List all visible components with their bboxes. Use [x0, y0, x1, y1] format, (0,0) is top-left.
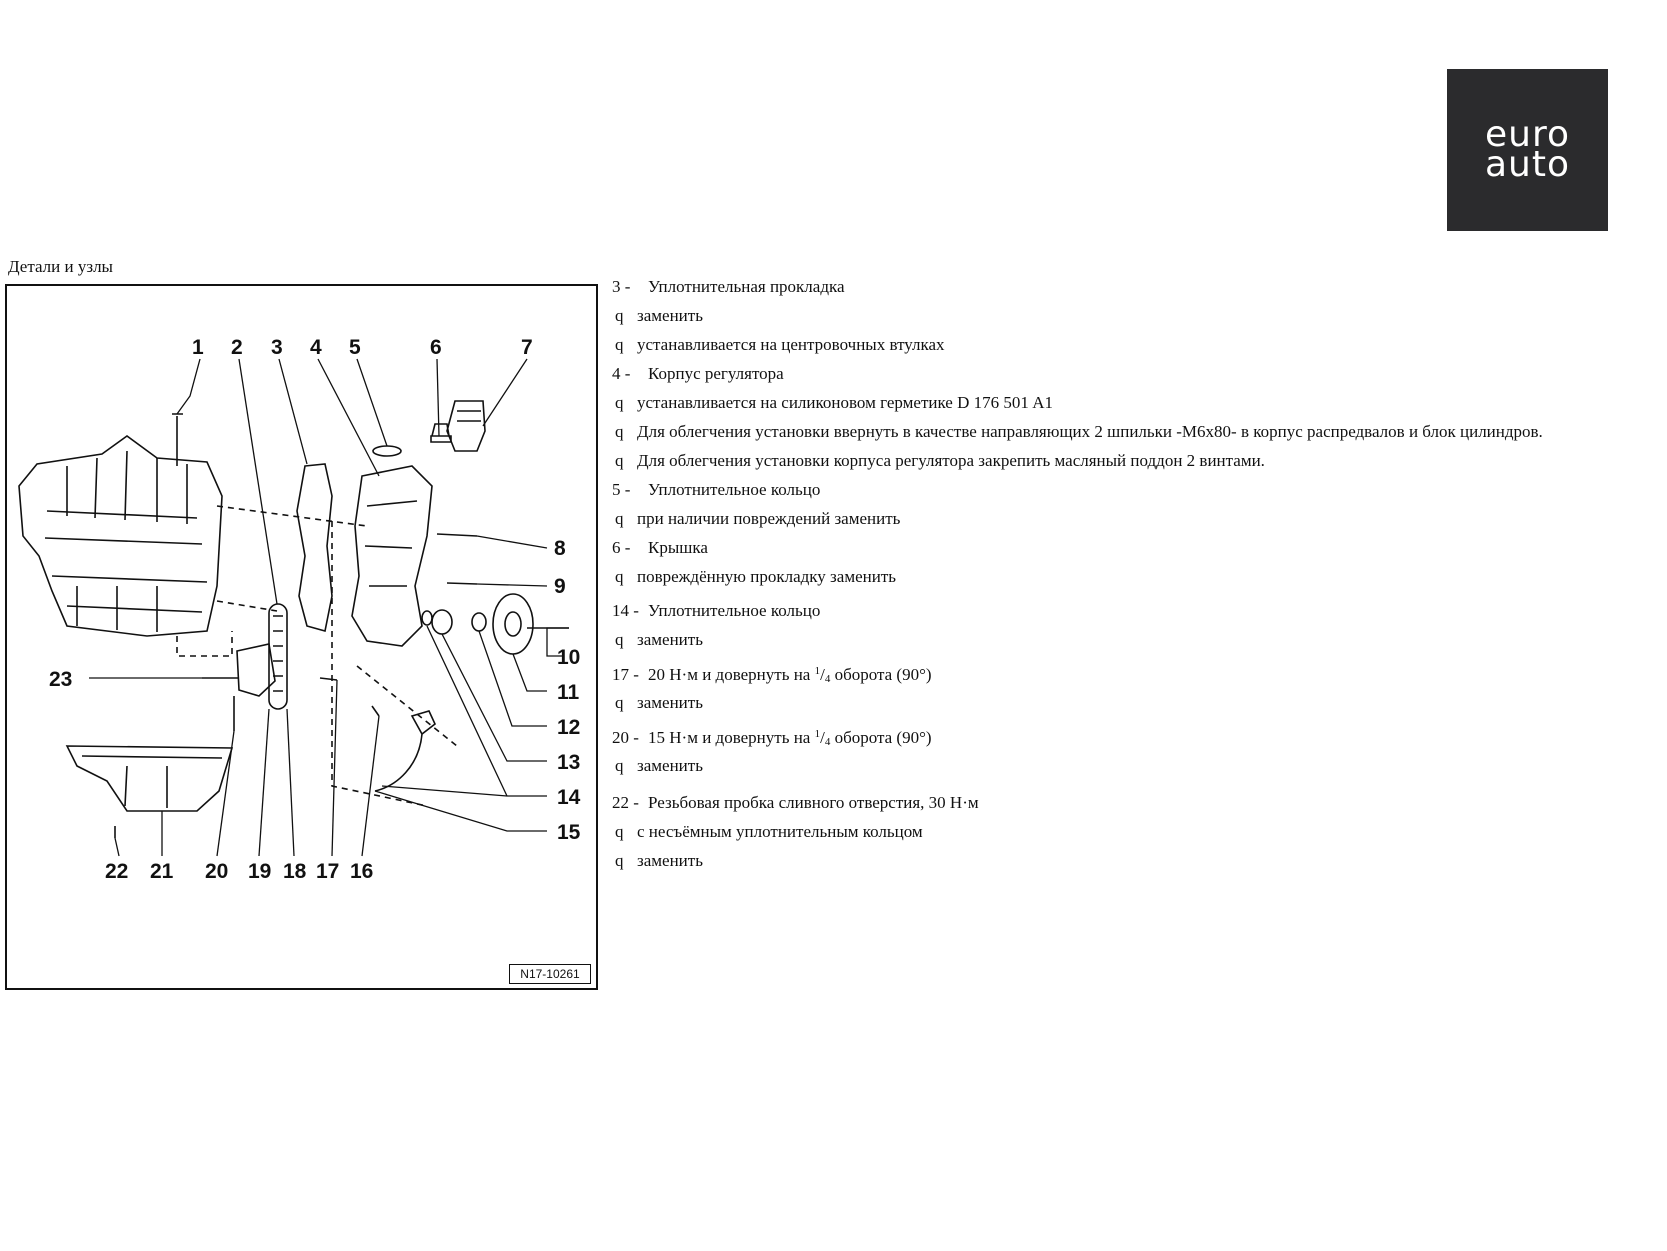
filter-housing-7 [447, 401, 485, 451]
figure-reference: N17-10261 [509, 964, 591, 984]
bullet-text: заменить [637, 630, 703, 649]
regulator-housing [352, 466, 432, 646]
item-number: 22 - [612, 793, 639, 812]
bullet-marker: q [615, 306, 624, 325]
item-number: 4 - [612, 364, 631, 383]
bullet-marker: q [615, 756, 624, 775]
housing-ribs [365, 501, 417, 586]
item-number: 3 - [612, 277, 631, 296]
bullet-marker: q [615, 567, 624, 586]
item-17-heading: 17 - 20 Н·м и довернуть на $^1/_4$ оборота (90°) [612, 654, 1662, 688]
callout-7: 7 [521, 336, 533, 359]
item-title: Крышка [648, 538, 708, 557]
item-22-bullet-2 [612, 846, 1662, 875]
oil-pickup-15 [375, 711, 435, 791]
bullet-text: устанавливается на силиконовом герметике D 176 501 A1 [637, 393, 1053, 412]
pin-16 [372, 706, 379, 716]
logo-line-2: auto [1484, 144, 1571, 185]
callout-10: 10 [557, 646, 581, 669]
bolt-1 [172, 414, 183, 466]
item-number: 5 - [612, 480, 631, 499]
callout-13: 13 [557, 751, 581, 774]
item-title-a: 15 Н·м и довернуть на [648, 728, 811, 747]
fraction-numerator: 1 [814, 728, 821, 740]
item-3-bullet-1 [612, 301, 1662, 330]
bolts-8-9 [437, 534, 477, 584]
bullet-marker: q [615, 822, 624, 841]
logo-line-1: euro [1485, 114, 1570, 155]
item-title: Уплотнительное кольцо [648, 601, 821, 620]
pulley-hub [505, 612, 521, 636]
item-number: 20 - [612, 728, 639, 747]
callout-4: 4 [310, 336, 322, 359]
item-6-heading [612, 533, 1662, 562]
fraction-denominator: 4 [824, 673, 831, 685]
bullet-text: повреждённую прокладку заменить [637, 567, 897, 586]
bullet-marker: q [615, 393, 624, 412]
item-title-b: оборота (90°) [834, 728, 932, 747]
bullet-text: устанавливается на центровочных втулках [637, 335, 945, 354]
oil-pan-ribs [82, 756, 222, 808]
diagram-drawing [7, 286, 596, 988]
item-title: Уплотнительное кольцо [648, 480, 821, 499]
callout-12: 12 [557, 716, 581, 739]
item-5-heading [612, 475, 1662, 504]
bullet-marker: q [615, 451, 624, 470]
item-title-b: оборота (90°) [834, 665, 932, 684]
item-title: Уплотнительная прокладка [648, 277, 845, 296]
bullet-marker: q [615, 630, 624, 649]
callout-22: 22 [105, 860, 129, 883]
callout-1: 1 [192, 336, 204, 359]
bullet-text: при наличии повреждений заменить [637, 509, 901, 528]
bullet-text: Для облегчения установки корпуса регулятора закрепить масляный поддон 2 винтами. [637, 451, 1265, 470]
callout-8: 8 [554, 537, 566, 560]
callout-18: 18 [283, 860, 307, 883]
callout-21: 21 [150, 860, 174, 883]
euroauto-logo [1447, 69, 1608, 231]
bullet-text: заменить [637, 851, 703, 870]
callout-2: 2 [231, 336, 243, 359]
section-title: Детали и узлы [8, 257, 113, 276]
engine-block-outline [19, 436, 222, 636]
bolt-17 [320, 678, 337, 680]
item-title: Резьбовая пробка сливного отверстия, 30 Н·м [648, 793, 979, 812]
bullet-text: Для облегчения установки ввернуть в качестве направляющих 2 шпильки -M6x80- в корпус распредвалов и блок цилиндров. [637, 422, 1543, 441]
item-title: Корпус регулятора [648, 364, 784, 383]
item-number: 6 - [612, 538, 631, 557]
filter-ribs [457, 411, 481, 421]
item-22-heading [612, 788, 1662, 817]
item-20-heading: 20 - 15 Н·м и довернуть на $^1/_4$ оборота (90°) [612, 717, 1662, 751]
item-3-bullet-2 [612, 330, 1662, 359]
callout-9: 9 [554, 575, 566, 598]
item-4-bullet-1 [612, 388, 1662, 417]
seal-14 [422, 611, 432, 625]
item-5-bullet-1 [612, 504, 1662, 533]
item-4-bullet-2 [612, 417, 1662, 446]
callout-6: 6 [430, 336, 442, 359]
callout-19: 19 [248, 860, 272, 883]
item-number: 14 - [612, 601, 639, 620]
callout-17: 17 [316, 860, 340, 883]
parts-notes [612, 272, 1662, 875]
callout-3: 3 [271, 336, 283, 359]
bullet-text: с несъёмным уплотнительным кольцом [637, 822, 923, 841]
bullet-marker: q [615, 509, 624, 528]
callout-16: 16 [350, 860, 374, 883]
item-22-bullet-1 [612, 817, 1662, 846]
callout-23: 23 [49, 668, 73, 691]
callout-5: 5 [349, 336, 361, 359]
pulley-11 [493, 594, 533, 654]
item-3-heading [612, 272, 1662, 301]
seal-13 [432, 610, 452, 634]
bullet-marker: q [615, 851, 624, 870]
callout-15: 15 [557, 821, 581, 844]
callout-11: 11 [557, 681, 580, 704]
callout-14: 14 [557, 786, 581, 809]
fraction-numerator: 1 [814, 665, 821, 677]
item-14-bullet-1 [612, 625, 1662, 654]
seal-ring-5 [373, 446, 401, 456]
item-4-heading [612, 359, 1662, 388]
item-6-bullet-1 [612, 562, 1662, 591]
fraction-denominator: 4 [824, 736, 831, 748]
gasket-3 [297, 464, 332, 631]
seal-12 [472, 613, 486, 631]
bullet-text: заменить [637, 693, 703, 712]
bullet-marker: q [615, 422, 624, 441]
engine-block-ribs [45, 511, 207, 612]
item-14-heading [612, 596, 1662, 625]
item-20-bullet-1 [612, 751, 1662, 780]
item-17-bullet-1 [612, 688, 1662, 717]
bullet-text: заменить [637, 756, 703, 775]
item-4-bullet-3 [612, 446, 1662, 475]
exploded-diagram [5, 284, 598, 990]
item-number: 17 - [612, 665, 639, 684]
item-title-a: 20 Н·м и довернуть на [648, 665, 811, 684]
bullet-marker: q [615, 335, 624, 354]
callout-20: 20 [205, 860, 229, 883]
bullet-marker: q [615, 693, 624, 712]
bullet-text: заменить [637, 306, 703, 325]
